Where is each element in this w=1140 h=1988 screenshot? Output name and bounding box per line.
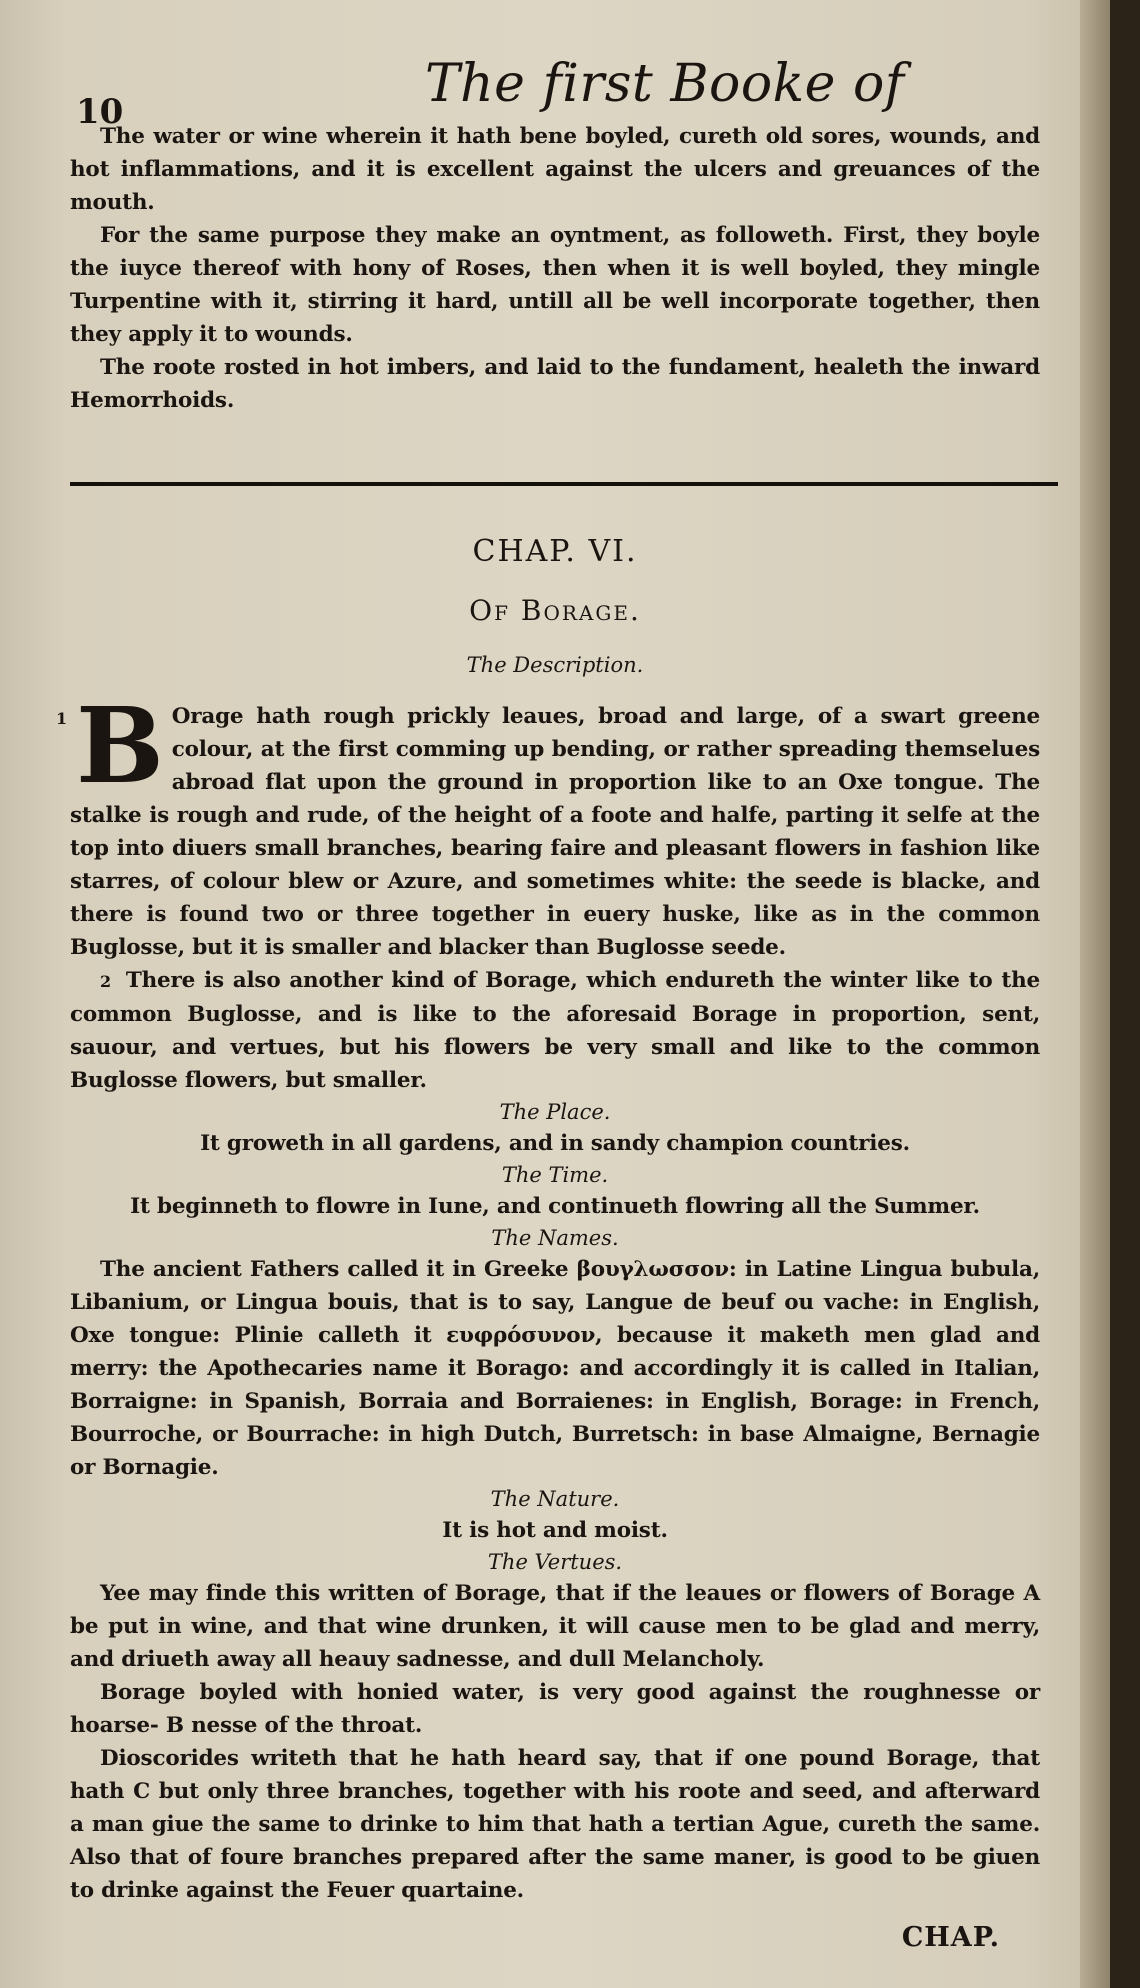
vertues-paragraph-3: Dioscorides writeth that he hath heard say, that if one pound Borage, that hath C but only three branches, together with his roote and seed, and afterward a man giue the same to drinke to him that hath a tertian Ague, cureth the same. Also that of foure branches prepared after the same maner, is good to be giuen to drinke against the Feuer quartaine.	[70, 1746, 1040, 1903]
vertues-paragraph-1: Yee may finde this written of Borage, that if the leaues or flowers of Borage A be put in wine, and that wine drunken, it will cause men to be glad and merry, and driueth away all heauy sadnesse, and dull Melancholy.	[70, 1581, 1040, 1672]
place-text: It groweth in all gardens, and in sandy champion countries.	[200, 1131, 910, 1156]
running-head	[70, 40, 1040, 132]
description-paragraph-1: Orage hath rough prickly leaues, broad and large, of a swart greene colour, at the first comming up bending, or rather spreading themselues abroad flat upon the ground in proportion like to an Oxe tongue. The stalke is rough and rude, of the height of a foote and halfe, parting it selfe at the top into diuers small branches, bearing faire and pleasant flowers in fashion like starres, of colour blew or Azure, and sometimes white: the seede is blacke, and there is found two or three together in euery huske, like as in the common Buglosse, but it is smaller and blacker than Buglosse seede.	[70, 704, 1040, 960]
description-paragraph-2: There is also another kind of Borage, which endureth the winter like to the common Buglosse, and is like to the aforesaid Borage in proportion, sent, sauour, and vertues, but his flowers be very small and like to the common Buglosse flowers, but smaller.	[70, 968, 1040, 1093]
page-number: 10	[76, 92, 124, 132]
names-section	[70, 1253, 1040, 1484]
names-heading: The Names.	[491, 1226, 619, 1250]
vertues-heading: The Vertues.	[487, 1550, 623, 1574]
nature-text: It is hot and moist.	[442, 1518, 668, 1543]
running-title: The first Booke of	[425, 54, 905, 114]
catchword: CHAP.	[901, 1922, 1000, 1953]
nature-heading: The Nature.	[490, 1487, 620, 1511]
horizontal-rule	[70, 482, 1058, 486]
place-heading: The Place.	[499, 1100, 611, 1124]
place-section	[70, 1127, 1040, 1160]
top-paragraph-1: The water or wine wherein it hath bene boyled, cureth old sores, wounds, and hot inflammations, and it is excellent against the ulcers and greuances of the mouth.	[70, 124, 1040, 215]
description-section	[56, 684, 1040, 1097]
top-paragraph-3: The roote rosted in hot imbers, and laid to the fundament, healeth the inward Hemorrhoids.	[70, 355, 1040, 413]
top-section	[70, 120, 1040, 460]
nature-section	[70, 1514, 1040, 1547]
names-text: The ancient Fathers called it in Greeke βουγλωσσον: in Latine Lingua bubula, Libanium, or Lingua bouis, that is to say, Langue de beuf ou vache: in English, Oxe tongue: Plinie calleth it ευφρόσυνον, because it maketh men glad and merry: the Apothecaries name it Borago: and accordingly it is called in Italian, Borraigne: in Spanish, Borraia and Borraienes: in English, Borage: in French, Bourroche, or Bourrache: in high Dutch, Burretsch: in base Almaigne, Bernagie or Bornagie.	[70, 1257, 1040, 1480]
page-edge	[1080, 0, 1110, 1988]
drop-cap: B	[76, 684, 164, 807]
top-paragraph-2: For the same purpose they make an oyntment, as followeth. First, they boyle the iuyce thereof with hony of Roses, then when it is well boyled, they mingle Turpentine with it, stirring it hard, untill all be well incorporate together, then they apply it to wounds.	[70, 223, 1040, 347]
vertues-section	[70, 1577, 1040, 1907]
chapter-subtitle: Of Borage.	[469, 594, 641, 627]
description-heading: The Description.	[466, 653, 644, 677]
paragraph-number-2: 2	[100, 972, 111, 991]
vertues-paragraph-2: Borage boyled with honied water, is very good against the roughnesse or hoarse- B nesse of the throat.	[70, 1680, 1040, 1738]
paragraph-number-1: 1	[56, 709, 67, 728]
time-section	[70, 1190, 1040, 1223]
chapter-title: CHAP. VI.	[472, 534, 638, 569]
time-text: It beginneth to flowre in Iune, and continueth flowring all the Summer.	[130, 1194, 980, 1219]
time-heading: The Time.	[501, 1163, 609, 1187]
